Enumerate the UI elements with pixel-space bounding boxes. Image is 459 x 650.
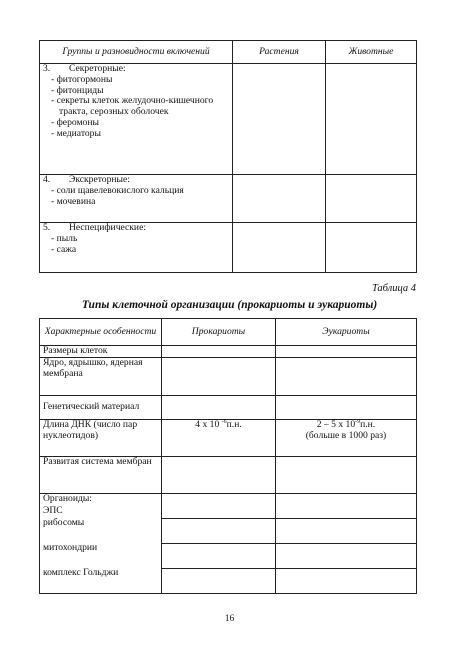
unit: п.н. — [360, 419, 376, 430]
eukaryotes-cell — [276, 396, 417, 420]
animals-cell — [326, 64, 417, 175]
feature-cell: Размеры клеток — [40, 346, 162, 358]
prokaryotes-cell — [162, 420, 276, 457]
prokaryotes-cell — [162, 457, 276, 494]
list-item: соли щавелевокислого кальция — [56, 184, 184, 196]
feature-cell: Ядро, ядрышко, ядерная мембрана — [40, 358, 162, 396]
table-row — [40, 494, 417, 519]
list-item: медиаторы — [56, 127, 101, 139]
table-header-row — [40, 319, 417, 346]
dna-length-note: (больше в 1000 раз) — [305, 429, 387, 441]
eukaryotes-cell — [276, 346, 417, 358]
dna-length-value: 4 x 10 — [195, 419, 220, 430]
group-title: Неспецифические: — [69, 222, 146, 233]
feature-cell — [40, 494, 162, 594]
feature-cell: Генетический материал — [40, 396, 162, 420]
table-row — [40, 223, 417, 273]
plants-cell — [233, 223, 326, 273]
group-number: 5. — [43, 222, 51, 233]
animals-cell — [326, 223, 417, 273]
organoid-item: ЭПС — [43, 505, 63, 516]
prokaryotes-cell — [162, 346, 276, 358]
prokaryotes-cell — [162, 544, 276, 569]
plants-cell — [233, 64, 326, 175]
group-cell: 4. Экскреторные: - соли щавелевокислого кальция - мочевина — [40, 175, 233, 223]
prokaryotes-cell — [162, 519, 276, 544]
header-groups: Группы и разновидности включений — [40, 41, 233, 64]
eukaryotes-cell — [276, 420, 417, 457]
header-prokaryotes: Прокариоты — [162, 319, 276, 346]
organoid-item: комплекс Гольджи — [43, 567, 119, 578]
prokaryotes-cell — [162, 569, 276, 594]
table-caption: Таблица 4 — [371, 283, 416, 294]
table-row — [40, 346, 417, 358]
header-eukaryotes: Эукариоты — [276, 319, 417, 346]
animals-cell — [326, 175, 417, 223]
list-item: пыль — [56, 232, 78, 244]
list-item: феромоны — [56, 116, 99, 128]
table-title: Типы клеточной организации (прокариоты и эукариоты) — [81, 299, 378, 311]
table-row — [40, 358, 417, 396]
eukaryotes-cell — [276, 358, 417, 396]
table-header-row — [40, 41, 417, 64]
list-item: сажа — [56, 243, 77, 255]
table-row — [40, 64, 417, 175]
list-item: фитогормоны — [56, 73, 113, 85]
eukaryotes-cell — [276, 457, 417, 494]
eukaryotes-cell — [276, 544, 417, 569]
group-title: Секреторные: — [69, 63, 126, 74]
organoid-item: рибосомы — [43, 517, 85, 528]
eukaryotes-cell — [276, 494, 417, 519]
inclusions-table — [39, 40, 417, 273]
table-row — [40, 457, 417, 494]
prokaryotes-cell — [162, 358, 276, 396]
group-cell: 5. Неспецифические: - пыль - сажа — [40, 223, 233, 273]
group-number: 3. — [43, 63, 51, 74]
list-item: мочевина — [56, 195, 96, 207]
group-number: 4. — [43, 174, 51, 185]
table-row — [40, 175, 417, 223]
group-cell: 3. Секреторные: - фитогормоны - фитонциды - секреты клеток желудочно-кишечного тракта, серозных оболочек - феромоны - медиаторы — [40, 64, 233, 175]
page-number: 16 — [224, 613, 235, 624]
list-item: фитонциды — [56, 84, 104, 96]
header-features: Характерные особенности — [40, 319, 162, 346]
eukaryotes-cell — [276, 519, 417, 544]
eukaryotes-cell — [276, 569, 417, 594]
organoid-item: митохондрии — [43, 542, 98, 553]
prokaryotes-cell — [162, 396, 276, 420]
exponent: -9 — [355, 418, 361, 425]
feature-cell: Длина ДНК (число пар нуклеотидов) — [40, 420, 162, 457]
group-title: Экскреторные: — [69, 174, 130, 185]
table-row — [40, 420, 417, 457]
dna-length-value: 2 – 5 x 10 — [316, 419, 356, 430]
feature-cell: Развитая система мембран — [40, 457, 162, 494]
list-item: секреты клеток желудочно-кишечного тракта, серозных оболочек — [56, 95, 214, 118]
header-animals: Животные — [326, 41, 417, 64]
cell-organization-table — [39, 318, 417, 594]
prokaryotes-cell — [162, 494, 276, 519]
header-plants: Растения — [233, 41, 326, 64]
organoids-label: Органоиды: — [43, 493, 92, 504]
plants-cell — [233, 175, 326, 223]
exponent: -6 — [221, 418, 227, 425]
table-row — [40, 396, 417, 420]
unit: п.н. — [226, 419, 242, 430]
